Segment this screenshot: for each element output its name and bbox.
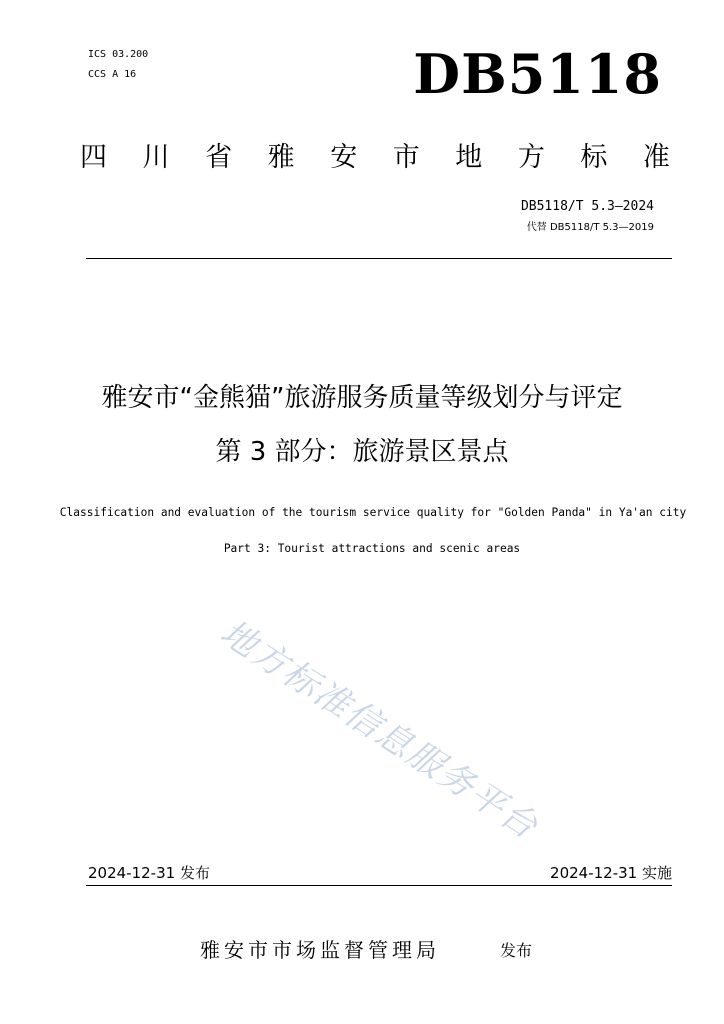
standard-type-char: 川 [142,142,170,173]
issuing-authority: 雅安市市场监督管理局 [200,938,440,962]
top-divider [86,258,672,259]
bottom-divider [86,885,672,886]
implement-date: 2024-12-31 实施 [550,864,672,882]
standard-type-char: 省 [205,142,233,173]
ics-code: ICS 03.200 [88,49,149,60]
watermark: 地方标准信息服务平台 [213,612,546,848]
standard-type-char: 四 [80,142,107,173]
english-part-title: Part 3: Tourist attractions and scenic areas [223,542,521,555]
ccs-code: CCS A 16 [88,69,137,80]
publish-date: 2024-12-31 发布 [88,864,210,882]
db-standard-code: DB5118 [413,42,662,106]
chinese-title-line2: 第 3 部分：旅游景区景点 [215,437,509,467]
chinese-title-line1: 雅安市“金熊猫”旅游服务质量等级划分与评定 [101,383,623,413]
standard-number: DB5118/T 5.3—2024 [520,199,654,214]
standard-type-char: 雅 [267,142,295,173]
replaces-standard: 代替 DB5118/T 5.3—2019 [526,222,654,233]
standard-type [80,138,670,178]
standard-type-char: 准 [642,142,670,173]
standard-type-char: 地 [455,142,483,173]
english-title: Classification and evaluation of the tourism service quality for "Golden Panda" in Ya'an city [59,506,687,519]
standard-type-char: 安 [330,142,358,173]
issuer-action: 发布 [500,941,533,960]
standard-type-char: 标 [580,142,608,173]
standard-type-char: 市 [392,142,420,173]
standard-type-char: 方 [517,142,545,173]
